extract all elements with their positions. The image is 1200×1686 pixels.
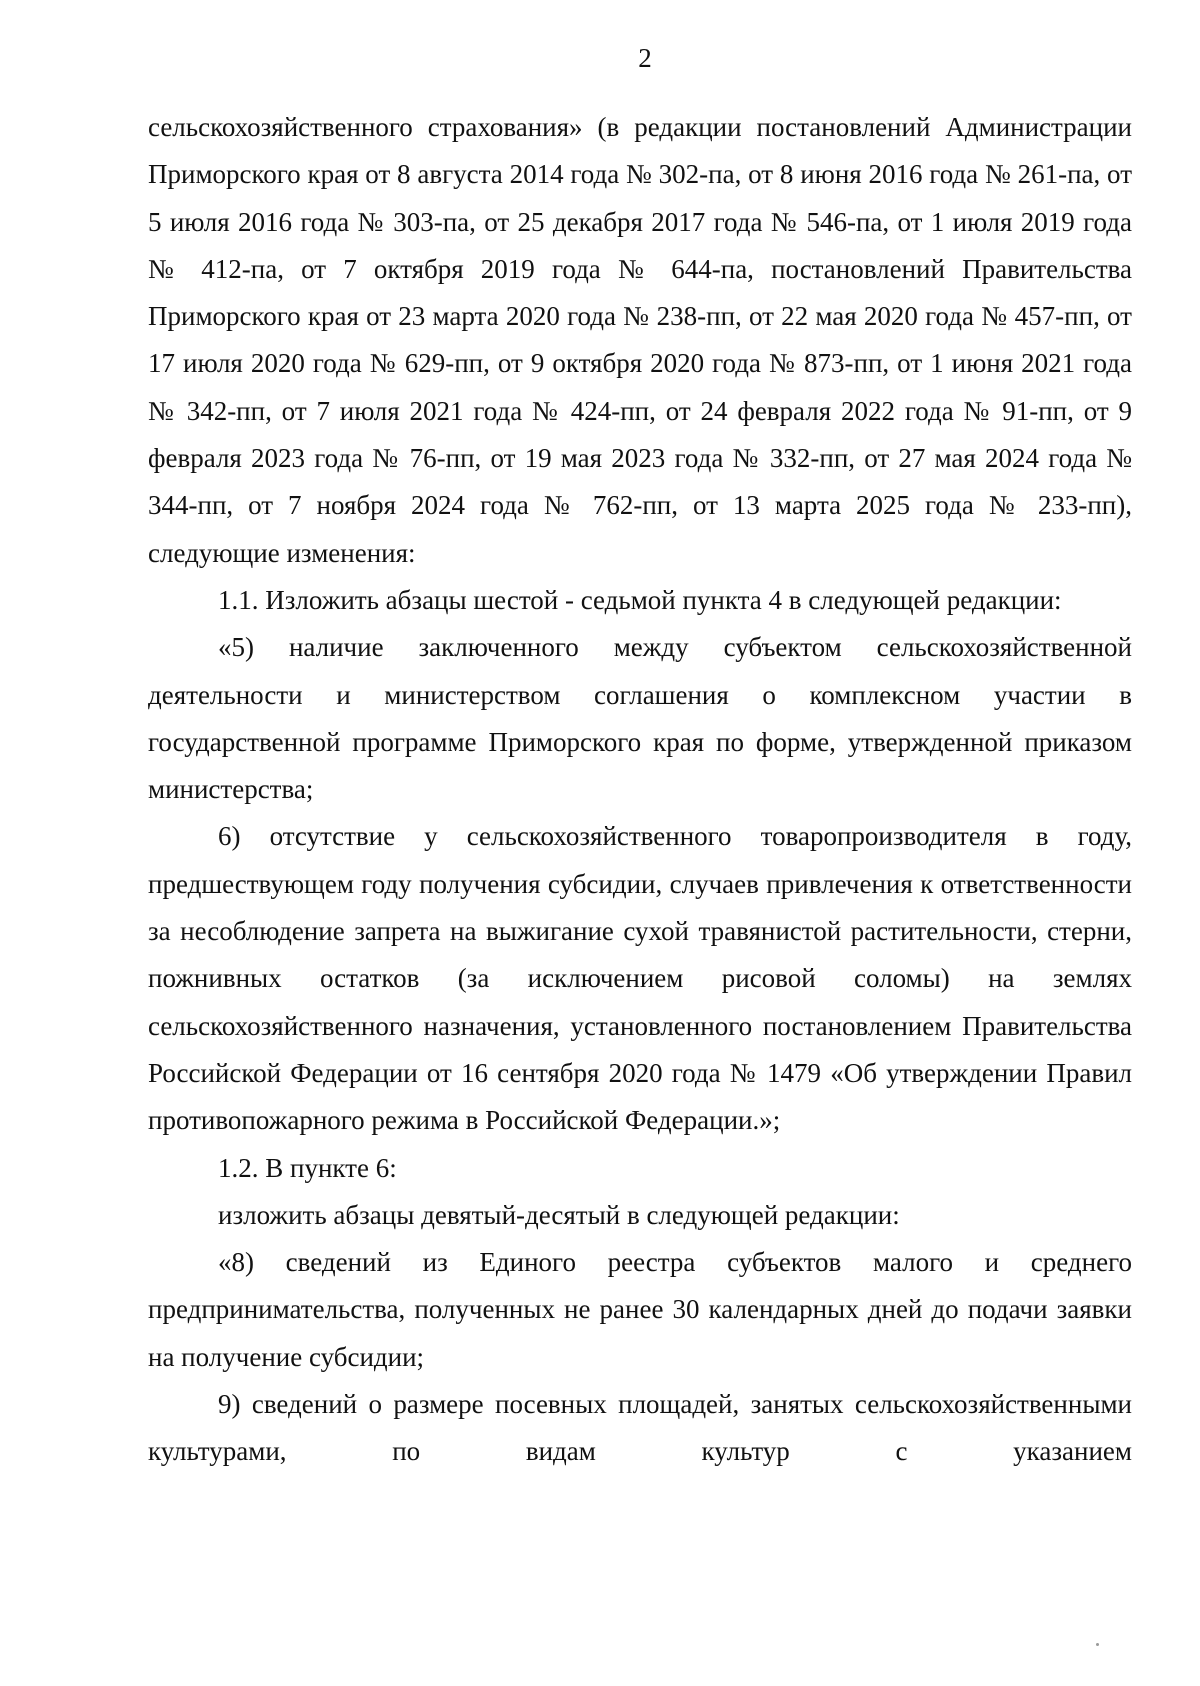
page-number: 2 [638,43,652,73]
paragraph-item-1-1: 1.1. Изложить абзацы шестой - седьмой пункта 4 в следующей редакции: [218,584,1062,615]
document-body [148,104,1132,1476]
paragraph-item-1-2-instruction: изложить абзацы девятый-десятый в следующей редакции: [218,1199,900,1230]
paragraph-item-1-2: 1.2. В пункте 6: [218,1152,397,1183]
paragraph-subitem-6: 6) отсутствие у сельскохозяйственного товаропроизводителя в году, предшествующем году получения субсидии, случаев привлечения к ответственности за несоблюдение запрета на выжигание сухой травянистой растительности, стерни, пожнивных остатков (за исключением рисовой соломы) на землях сельскохозяйственного назначения, установленного постановлением Правительства Российской Федерации от 16 сентября 2020 года № 1479 «Об утверждении Правил противопожарного режима в Российской Федерации.»; [148,821,1132,1136]
scan-speck [1096,1643,1099,1646]
paragraph-subitem-9: 9) сведений о размере посевных площадей, занятых сельскохозяйственными культурами, по видам культур с указанием [148,1389,1132,1467]
paragraph-amendments-intro: сельскохозяйственного страхования» (в редакции постановлений Администрации Приморского края от 8 августа 2014 года № 302-па, от 8 июня 2016 года № 261-па, от 5 июля 2016 года № 303-па, от 25 декабря 2017 года № 546-па, от 1 июля 2019 года № 412-па, от 7 октября 2019 года № 644-па, постановлений Правительства Приморского края от 23 марта 2020 года № 238-пп, от 22 мая 2020 года № 457-пп, от 17 июля 2020 года № 629-пп, от 9 октября 2020 года № 873-пп, от 1 июня 2021 года № 342-пп, от 7 июля 2021 года № 424-пп, от 24 февраля 2022 года № 91-пп, от 9 февраля 2023 года № 76-пп, от 19 мая 2023 года № 332-пп, от 27 мая 2024 года № 344-пп, от 7 ноября 2024 года № 762-пп, от 13 марта 2025 года № 233-пп), следующие изменения: [148,112,1132,568]
paragraph-subitem-8: «8) сведений из Единого реестра субъектов малого и среднего предпринимательства, полученных не ранее 30 календарных дней до подачи заявки на получение субсидии; [148,1247,1132,1372]
paragraph-subitem-5: «5) наличие заключенного между субъектом сельскохозяйственной деятельности и министерством соглашения о комплексном участии в государственной программе Приморского края по форме, утвержденной приказом министерства; [148,632,1132,805]
